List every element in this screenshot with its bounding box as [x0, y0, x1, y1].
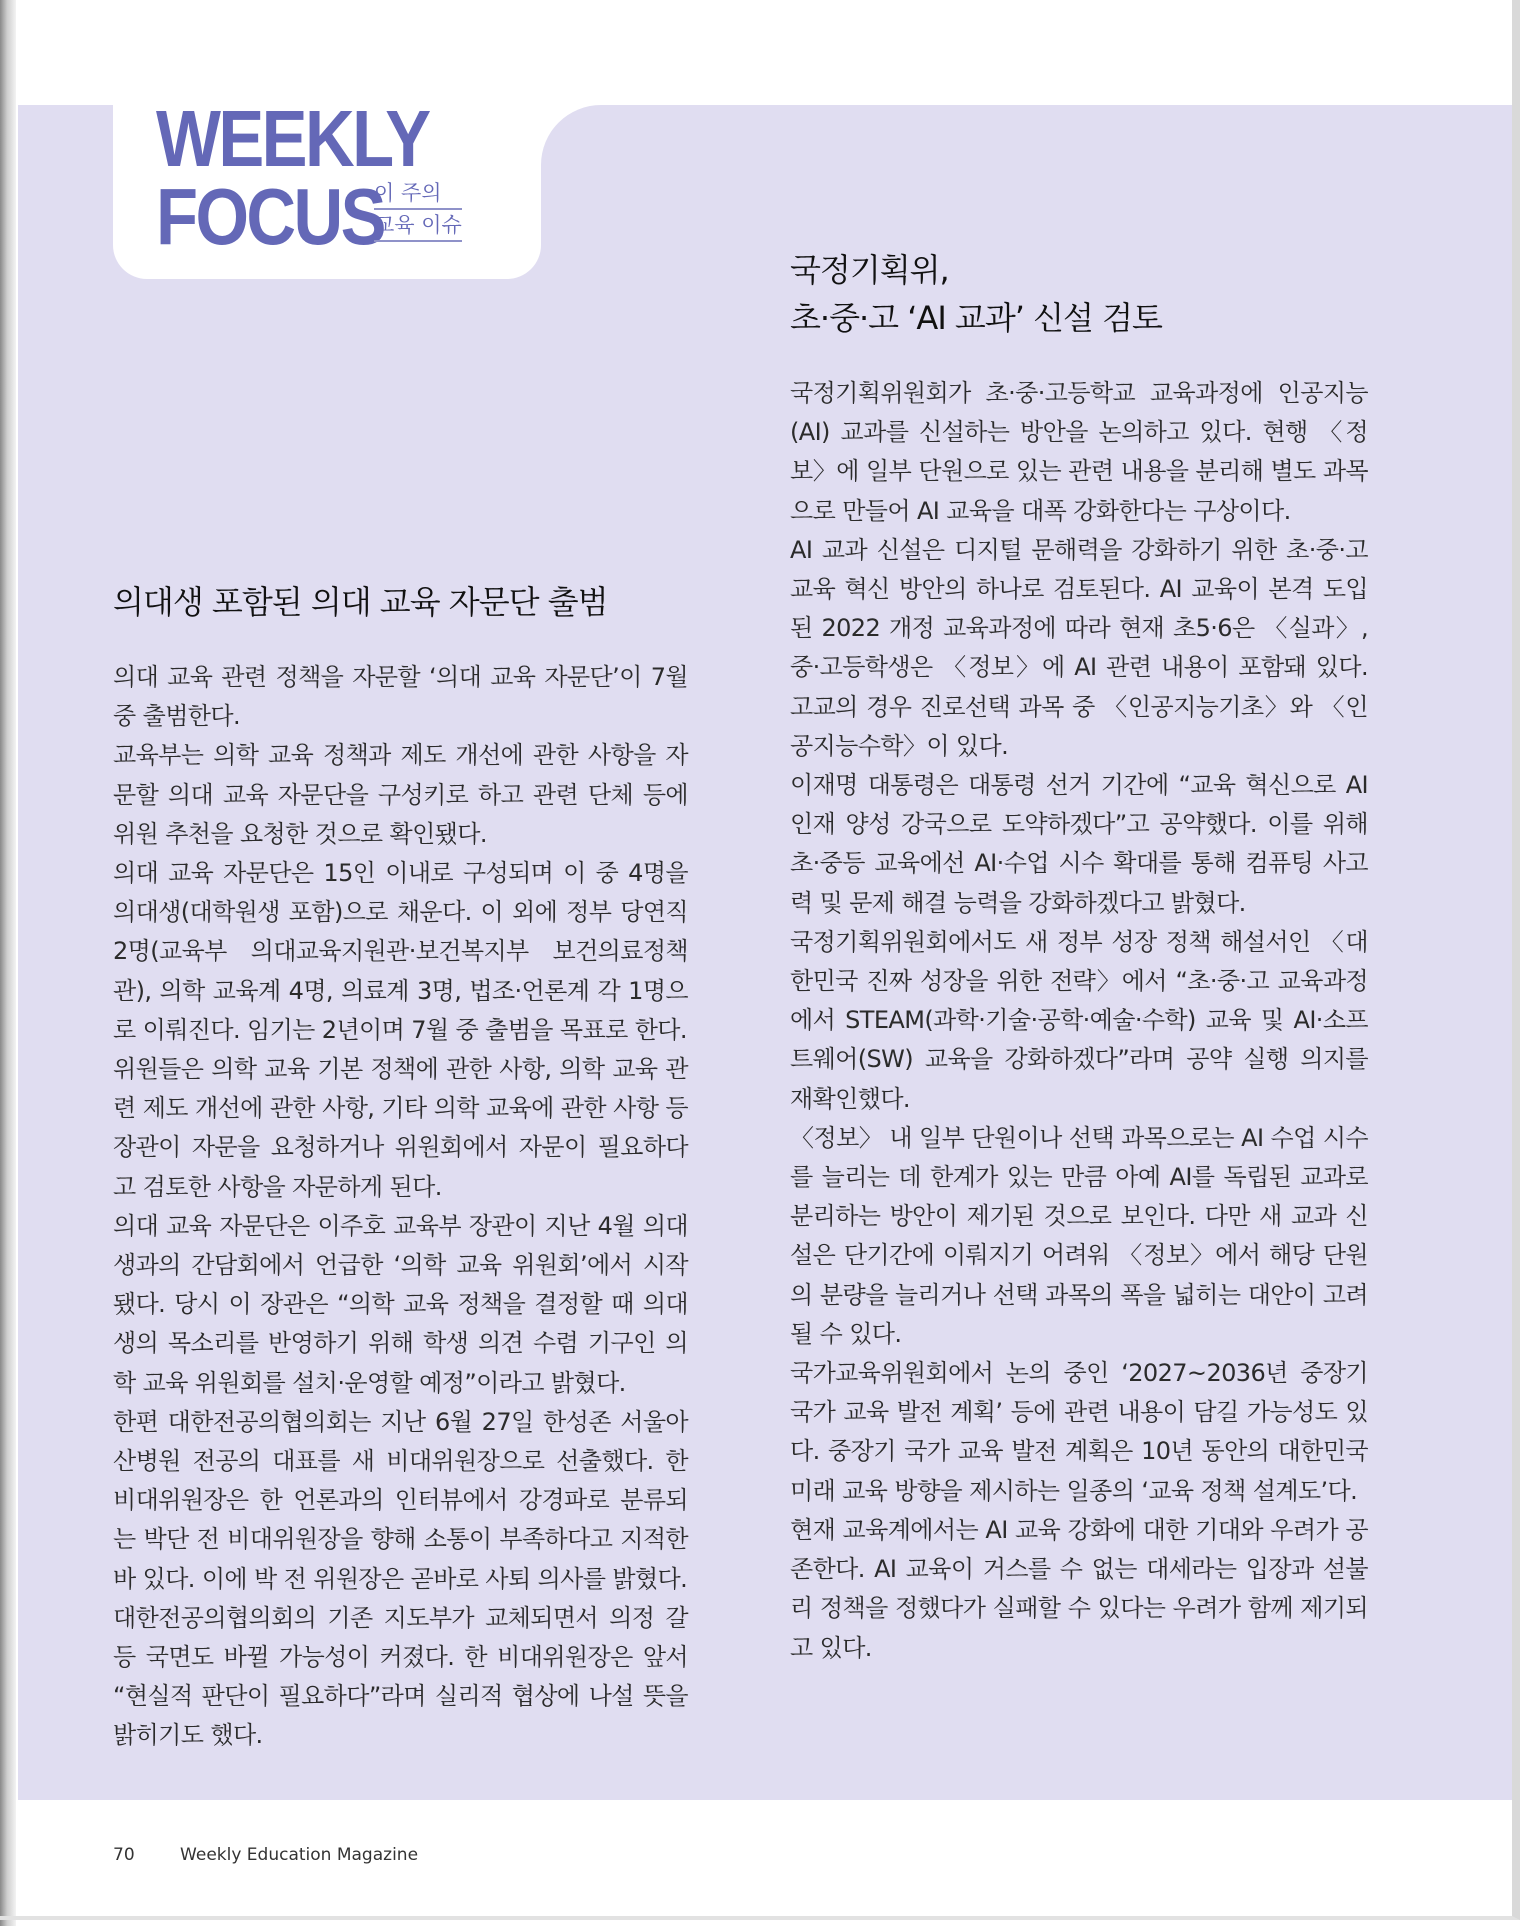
paragraph: 〈정보〉 내 일부 단원이나 선택 과목으로는 AI 수업 시수를 늘리는 데 한계가 있는 만큼 아예 AI를 독립된 교과로 분리하는 방안이 제기된 것으로 보인다. 다만 새 교과 신설은 단기간에 이뤄지기 어려워 〈정보〉에서 해당 단원의 분량을 늘리거나 선택 과목의 폭을 넓히는 대안이 고려될 수 있다. — [790, 1123, 1368, 1348]
paragraph: 의대 교육 자문단은 15인 이내로 구성되며 이 중 4명을 의대생(대학원생 포함)으로 채운다. 이 외에 정부 당연직 2명(교육부 의대교육지원관·보건복지부 보건의료정책관), 의학 교육계 4명, 의료계 3명, 법조·언론계 각 1명으로 이뤄진다. 임기는 2년이며 7월 중 출범을 목표로 한다. — [113, 859, 688, 1044]
paragraph: 이재명 대통령은 대통령 선거 기간에 “교육 혁신으로 AI 인재 양성 강국으로 도약하겠다”고 공약했다. 이를 위해 초·중등 교육에선 AI·수업 시수 확대를 통해 컴퓨팅 사고력 및 문제 해결 능력을 강화하겠다고 밝혔다. — [790, 771, 1368, 917]
right-article-body — [790, 374, 1368, 1668]
paragraph: 의대 교육 관련 정책을 자문할 ‘의대 교육 자문단’이 7월 중 출범한다. — [113, 663, 688, 731]
brand-line-weekly: WEEKLY — [156, 94, 429, 183]
paragraph: 국가교육위원회에서 논의 중인 ‘2027~2036년 중장기 국가 교육 발전 계획’ 등에 관련 내용이 담길 가능성도 있다. 중장기 국가 교육 발전 계획은 10년 동안의 대한민국 미래 교육 방향을 제시하는 일종의 ‘교육 정책 설계도’다. — [790, 1359, 1368, 1505]
paragraph: 대한전공의협의회의 기존 지도부가 교체되면서 의정 갈등 국면도 바뀔 가능성이 커졌다. 한 비대위원장은 앞서 “현실적 판단이 필요하다”라며 실리적 협상에 나설 뜻을 밝히기도 했다. — [113, 1603, 688, 1750]
paragraph: 위원들은 의학 교육 기본 정책에 관한 사항, 의학 교육 관련 제도 개선에 관한 사항, 기타 의학 교육에 관한 사항 등 장관이 자문을 요청하거나 위원회에서 자문이 필요하다고 검토한 사항을 자문하게 된다. — [113, 1055, 688, 1201]
paragraph: 교육부는 의학 교육 정책과 제도 개선에 관한 사항을 자문할 의대 교육 자문단을 구성키로 하고 관련 단체 등에 위원 추천을 요청한 것으로 확인됐다. — [113, 741, 688, 848]
right-title-line2: 초·중·고 ‘AI 교과’ 신설 검토 — [790, 299, 1162, 337]
page-footer — [113, 1845, 418, 1865]
paragraph: 국정기획위원회가 초·중·고등학교 교육과정에 인공지능(AI) 교과를 신설하는 방안을 논의하고 있다. 현행 〈정보〉에 일부 단원으로 있는 관련 내용을 분리해 별도 과목으로 만들어 AI 교육을 대폭 강화한다는 구상이다. — [790, 379, 1368, 525]
left-article-body — [113, 658, 688, 1756]
brand-subtitle-line2: 교육 이슈 — [374, 210, 462, 242]
paragraph: 의대 교육 자문단은 이주호 교육부 장관이 지난 4월 의대생과의 간담회에서 언급한 ‘의학 교육 위원회’에서 시작됐다. 당시 이 장관은 “의학 교육 정책을 결정할 때 의대생의 목소리를 반영하기 위해 학생 의견 수렴 기구인 의학 교육 위원회를 설치·운영할 예정”이라고 밝혔다. — [113, 1211, 688, 1397]
paragraph: 현재 교육계에서는 AI 교육 강화에 대한 기대와 우려가 공존한다. AI 교육이 거스를 수 없는 대세라는 입장과 섣불리 정책을 정했다가 실패할 수 있다는 우려가 함께 제기되고 있다. — [790, 1515, 1368, 1662]
paragraph: 한편 대한전공의협의회는 지난 6월 27일 한성존 서울아산병원 전공의 대표를 새 비대위원장으로 선출했다. 한 비대위원장은 한 언론과의 인터뷰에서 강경파로 분류되는 박단 전 비대위원장을 향해 소통이 부족하다고 지적한 바 있다. 이에 박 전 위원장은 곧바로 사퇴 의사를 밝혔다. — [113, 1407, 688, 1593]
brand-line-focus: FOCUS — [156, 172, 384, 261]
brand-subtitle — [374, 178, 462, 242]
left-article-title: 의대생 포함된 의대 교육 자문단 출범 — [113, 583, 608, 621]
page-number: 70 — [113, 1845, 135, 1865]
paragraph: AI 교과 신설은 디지털 문해력을 강화하기 위한 초·중·고 교육 혁신 방안의 하나로 검토된다. AI 교육이 본격 도입된 2022 개정 교육과정에 따라 현재 초5·6은 〈실과〉, 중·고등학생은 〈정보〉에 AI 관련 내용이 포함돼 있다. 고교의 경우 진로선택 과목 중 〈인공지능기초〉와 〈인공지능수학〉이 있다. — [790, 535, 1368, 760]
magazine-name: Weekly Education Magazine — [180, 1845, 419, 1865]
right-title-line1: 국정기획위, — [790, 251, 949, 289]
right-article-title — [790, 246, 1162, 342]
brand-subtitle-line1: 이 주의 — [374, 178, 462, 210]
paragraph: 국정기획위원회에서도 새 정부 성장 정책 해설서인 〈대한민국 진짜 성장을 위한 전략〉에서 “초·중·고 교육과정에서 STEAM(과학·기술·공학·예술·수학) 교육 및 AI·소프트웨어(SW) 교육을 강화하겠다”라며 공약 실행 의지를 재확인했다. — [790, 927, 1368, 1113]
